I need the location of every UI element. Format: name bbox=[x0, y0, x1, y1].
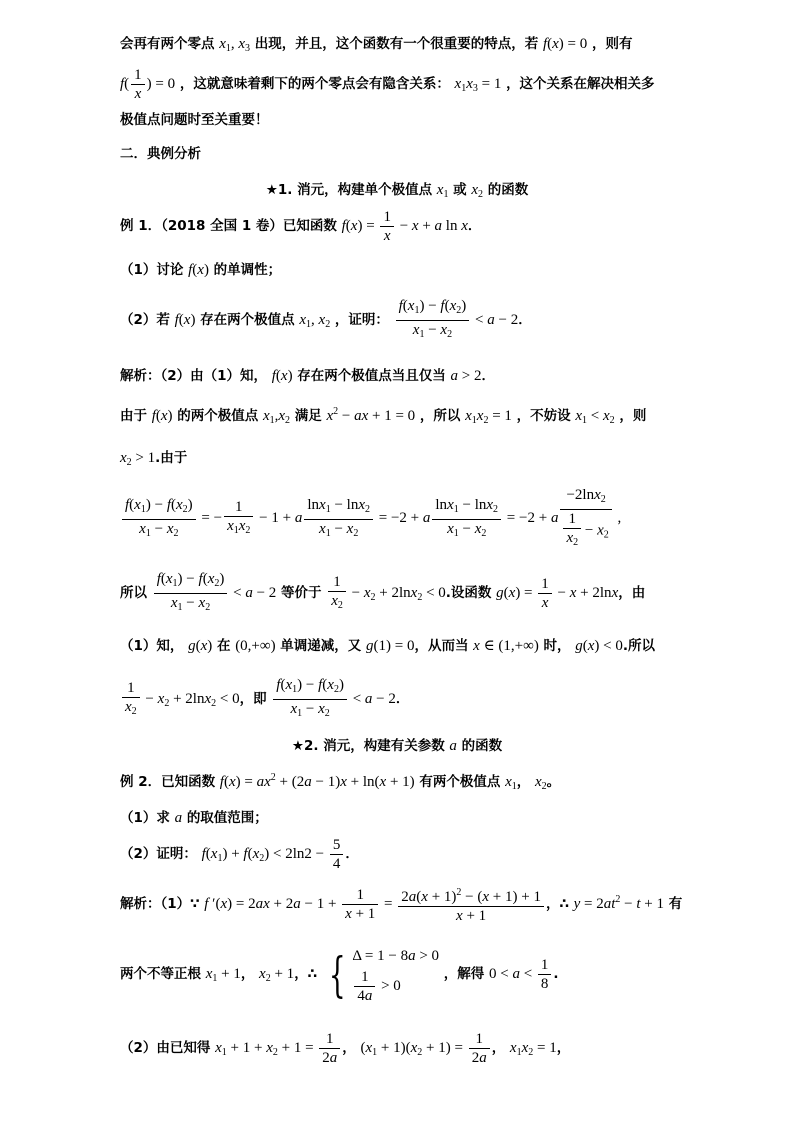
solution-1-line-2: 由于 f(x) 的两个极值点 $x_1,x_2$ 满足 $x^2$ − ax + 1 = 0 ，所以 $x_1x_2 = 1$ ，不妨设 $x_1 < x_2$ ，则 bbox=[120, 406, 647, 426]
text: 出现，并且，这个函数有一个很重要的特点，若 bbox=[254, 36, 539, 52]
solution-2-line-3: （2）由已知得 $x_1 + 1 + x_2 + 1$ = $\frac{1}{2a}$ ， $(x_1 + 1)(x_2 + 1)$ = $\frac{1}{2a}$ ， $x_1x_2 = 1$， bbox=[120, 1031, 571, 1066]
example-1-part-1: （1）讨论 f(x) 的单调性； bbox=[120, 262, 282, 278]
example-1-part-2: （2）若 f(x) 存在两个极值点 $x_1$, $x_2$ ，证明： $\frac{f(x_1) - f(x_2)}{x_1 - x_2}$ < a − 2． bbox=[120, 298, 532, 340]
method-heading-2: ★2. 消元，构建有关参数 a 的函数 bbox=[291, 738, 503, 754]
example-2-statement: 例 2．已知函数 $f(x) = ax^2 + (2a - 1)x + \ln(x + 1)$ 有两个极值点 $x_1$， $x_2$。 bbox=[120, 772, 561, 792]
math-f-1-over-x: f( $\frac{1}{x}$ ) = 0 bbox=[120, 67, 176, 102]
solution-1-line-7: $\frac{1}{x_2}$ − $x_2 + 2\ln x_2 < 0$，即 $\frac{f(x_1) - f(x_2)}{x_1 - x_2}$ < a − 2． bbox=[120, 676, 409, 723]
text: 会再有两个零点 bbox=[120, 36, 215, 52]
solution-1-line-3: $x_2 > 1$.由于 bbox=[120, 450, 188, 468]
text: 或 bbox=[453, 182, 467, 198]
math-f-x: f(x) bbox=[174, 311, 196, 328]
text: 的函数 bbox=[487, 182, 529, 198]
text: ★1. 消元，构建单个极值点 bbox=[265, 182, 433, 198]
math-inequality: $\frac{f(x_1) - f(x_2)}{x_1 - x_2}$ < a − 2 bbox=[394, 312, 519, 328]
solution-2-line-2: 两个不等正根 $x_1 + 1$， $x_2 + 1$，∴ { Δ = 1 − 8a > 0 $\frac{1}{4a}$ > 0 ，解得 0 < a < $\frac{1}{8}$ . bbox=[120, 946, 559, 1004]
paragraph-line bbox=[120, 32, 632, 54]
solution-1-line-1: 解析：（2）由（1）知， f(x) 存在两个极值点当且仅当 a > 2． bbox=[120, 368, 495, 384]
text: ，这个关系在解决相关多 bbox=[506, 75, 655, 92]
solution-2-line-1: 解析：（1）∵ f ′(x) = 2ax + 2a − 1 + $\frac{1}{x + 1}$ = $\frac{2a(x + 1)^2 - (x + 1) + 1}{x + 1}$ ，∴ $y = 2at^2 - t + 1$ 有 bbox=[120, 884, 682, 925]
solution-1-line-5: 所以 $\frac{f(x_1) - f(x_2)}{x_1 - x_2}$ < a − 2 等价于 $\frac{1}{x_2}$ − $x_2 + 2\ln x_2 < 0$.设函数 g(x) = $\frac{1}{x}$ − x + 2lnx，由 bbox=[120, 571, 646, 613]
math-x1x3-eq-1: $x_1x_3 = 1$ bbox=[454, 75, 502, 94]
math-x1-x2: $x_1$, $x_2$ bbox=[299, 311, 331, 330]
example-2-part-2: （2）证明： $f(x_1) + f(x_2) < 2\ln 2$ − $\frac{5}{4}$ ． bbox=[120, 837, 359, 872]
math-f-x: f(x) bbox=[188, 262, 209, 278]
math-x1-x3: $x_1$, $x_3$ bbox=[219, 36, 251, 54]
math-x1: $x_1$ bbox=[436, 182, 449, 200]
math-x2: $x_2$ bbox=[471, 182, 484, 200]
math-f-def: f(x) = $\frac{1}{x}$ − x + a ln x bbox=[341, 209, 468, 244]
math-f-x-eq-0: f(x) = 0 bbox=[542, 36, 588, 52]
method-heading-1 bbox=[0, 178, 794, 200]
solution-1-line-6: （1）知， g(x) 在 (0,+∞) 单调递减，又 g(1) = 0，从而当 x ∈ (1,+∞) 时， g(x) < 0.所以 bbox=[120, 638, 656, 654]
text: ，则有 bbox=[591, 36, 633, 52]
example-2-part-1: （1）求 a 的取值范围； bbox=[120, 810, 268, 826]
section-heading: 二．典例分析 bbox=[120, 146, 201, 162]
text: ，这就意味着剩下的两个零点会有隐含关系： bbox=[179, 75, 450, 92]
example-1-statement: 例 1．（2018 全国 1 卷）已知函数 f(x) = $\frac{1}{x}$ − x + a ln x． bbox=[120, 209, 482, 244]
text: 例 1．（2018 全国 1 卷）已知函数 bbox=[120, 217, 337, 234]
math-long-equation: $\frac{f(x_1) - f(x_2)}{x_1 - x_2}$ = − $\frac{1}{x_1x_2}$ − 1 + a $\frac{\ln x_1 - \ln x_2}{x_1 - x_2}$ = −2 + a $\frac{\ln x_1 - \ln x_2}{x_1 - x_2}$ = −2 + a −2lnx$_2$ $\frac{1}{x_2}$ − $x_2$ , bbox=[120, 510, 621, 526]
paragraph-line bbox=[120, 66, 655, 103]
solution-1-equation bbox=[120, 486, 621, 552]
paragraph-line: 极值点问题时至关重要！ bbox=[120, 112, 269, 128]
